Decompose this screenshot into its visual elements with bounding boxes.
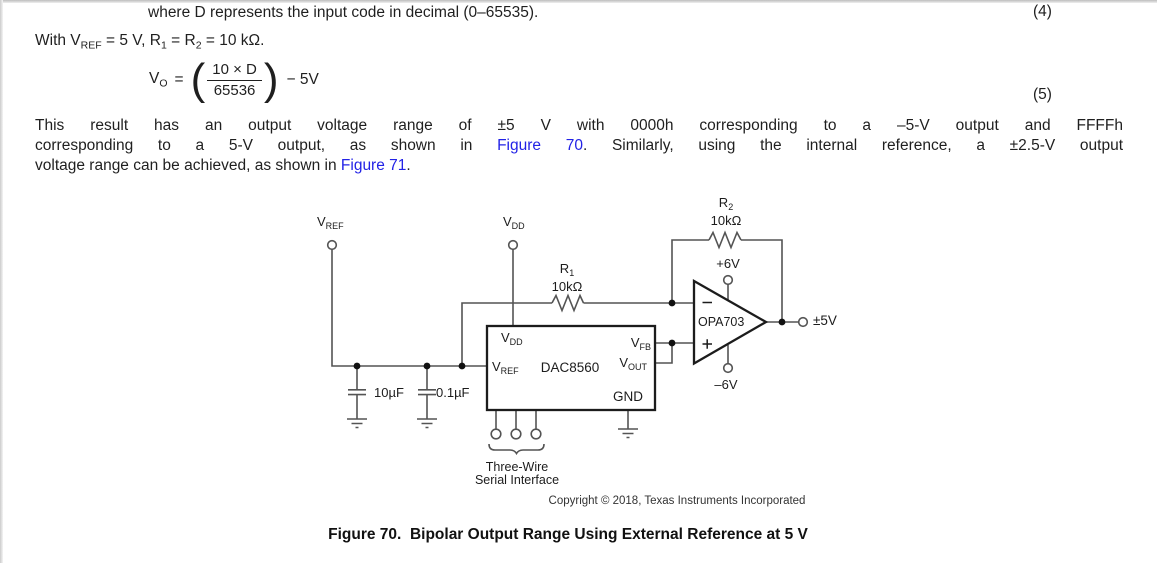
fraction-numerator: 10 × D — [207, 62, 262, 81]
equals-sign: = — [174, 71, 184, 88]
serial-interface-label: Three-Wire Serial Interface — [474, 460, 560, 487]
paragraph-text: voltage range can be achieved, as shown in — [35, 157, 341, 174]
equation-suffix: − 5V — [286, 71, 319, 88]
serial-brace — [489, 444, 544, 454]
pin-vout-label: $V_{OUT}$ — [619, 355, 647, 372]
opamp-label: OPA703 — [698, 315, 745, 329]
pos-supply-label: +6V — [716, 256, 740, 271]
equation-vo: $V_O$ — [149, 70, 168, 90]
ground-symbol — [347, 419, 367, 428]
cap2-value-label: 0.1µF — [436, 385, 470, 400]
with-line-text: = R — [166, 32, 196, 49]
vref-subscript: REF — [80, 39, 102, 52]
serial-pin-terminal — [511, 429, 521, 439]
cap1-value-label: 10µF — [374, 385, 404, 400]
pin-vdd-label: $V_{DD}$ — [501, 330, 523, 347]
r1-label: $R_1$ 10kΩ — [551, 261, 583, 294]
ground-symbol — [417, 419, 437, 428]
serial-pin-terminal — [531, 429, 541, 439]
copyright-line: Copyright © 2018, Texas Instruments Incorporated — [548, 495, 806, 507]
r2-label: $R_2$ 10kΩ — [710, 195, 742, 228]
pin-vfb-label: $V_{FB}$ — [630, 335, 651, 352]
vref-wire — [332, 250, 487, 367]
paragraph-text: . — [406, 157, 411, 174]
output-voltage-label: ±5V — [813, 313, 837, 328]
paragraph-text: . Similarly, using the internal reference, a ±2.5-V output — [582, 137, 1123, 154]
equation-number-4: (4) — [1033, 3, 1052, 20]
vref-terminal — [328, 241, 337, 250]
pin-gnd-label: GND — [613, 389, 643, 404]
feedback-right-wire — [741, 240, 782, 322]
output-terminal — [799, 318, 808, 327]
paragraph-text: corresponding to a 5-V output, as shown in — [35, 137, 498, 154]
chip-name-label: DAC8560 — [540, 360, 600, 375]
neg-supply-label: –6V — [714, 377, 738, 392]
close-paren: ) — [263, 55, 279, 104]
r1-subscript: 1 — [160, 39, 167, 52]
vdd-terminal — [509, 241, 518, 250]
where-line: where D represents the input code in decimal (0–65535). — [148, 4, 539, 21]
r2-subscript: 2 — [195, 39, 202, 52]
pin-vref-label: $V_{REF}$ — [492, 359, 519, 376]
fraction-denominator: 65536 — [213, 81, 256, 99]
with-line-text: = 10 kΩ. — [201, 32, 265, 49]
figure-71-link[interactable]: Figure 71 — [340, 157, 407, 174]
figure-70-link[interactable]: Figure 70 — [497, 137, 583, 154]
neg-supply-terminal — [724, 364, 733, 373]
paragraph-text: This result has an output voltage range of ±5 V with 0000h corresponding to a –5-V output and FFFFh — [35, 117, 1123, 134]
vout-wire — [655, 343, 672, 363]
pos-supply-terminal — [724, 276, 733, 285]
resistor-r2 — [709, 233, 741, 248]
with-line-text: = 5 V, R — [101, 32, 161, 49]
with-line-text: With V — [35, 32, 81, 49]
serial-pin-terminal — [491, 429, 501, 439]
equation-number-5: (5) — [1033, 86, 1052, 103]
ground-symbol — [618, 429, 638, 438]
vdd-terminal-label: $V_{DD}$ — [503, 214, 525, 231]
figure-caption: Figure 70. Bipolar Output Range Using External Reference at 5 V — [328, 526, 808, 543]
open-paren: ( — [190, 55, 206, 104]
resistor-r1 — [552, 296, 584, 311]
vref-terminal-label: $V_{REF}$ — [317, 214, 344, 231]
